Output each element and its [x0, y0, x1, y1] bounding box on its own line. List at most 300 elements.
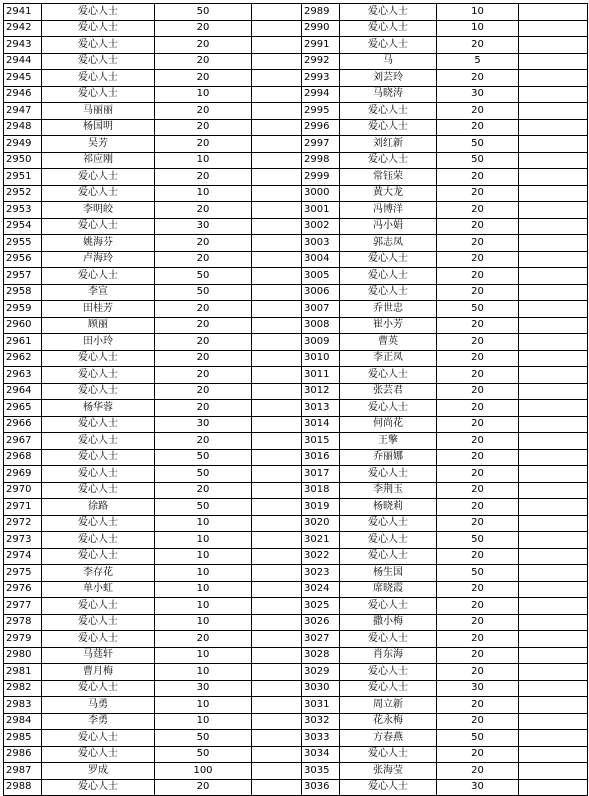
right-amount-cell: 20	[437, 482, 519, 499]
left-note-cell	[252, 119, 302, 136]
right-donor-name-cell: 爱心人士	[340, 251, 437, 268]
left-donor-name-cell: 李明皎	[42, 202, 155, 219]
right-donor-name-cell: 爱心人士	[340, 103, 437, 120]
right-note-cell	[519, 713, 588, 730]
right-note-cell	[519, 532, 588, 549]
right-serial-cell: 3001	[302, 202, 340, 219]
left-note-cell	[252, 268, 302, 285]
left-donor-name-cell: 杨华蓉	[42, 400, 155, 417]
table-row	[4, 235, 588, 252]
right-note-cell	[519, 235, 588, 252]
right-amount-cell: 50	[437, 301, 519, 318]
left-serial-cell: 2945	[4, 70, 42, 87]
left-amount-cell: 50	[155, 449, 252, 466]
right-amount-cell: 20	[437, 598, 519, 615]
left-note-cell	[252, 631, 302, 648]
right-donor-name-cell: 周立新	[340, 697, 437, 714]
left-amount-cell: 20	[155, 202, 252, 219]
left-amount-cell: 20	[155, 70, 252, 87]
left-serial-cell: 2943	[4, 37, 42, 54]
right-note-cell	[519, 779, 588, 796]
table-row	[4, 284, 588, 301]
table-row	[4, 218, 588, 235]
left-note-cell	[252, 20, 302, 37]
right-donor-name-cell: 刘红新	[340, 136, 437, 153]
right-serial-cell: 3032	[302, 713, 340, 730]
right-note-cell	[519, 449, 588, 466]
left-donor-name-cell: 爱心人士	[42, 4, 155, 21]
right-note-cell	[519, 251, 588, 268]
right-serial-cell: 3000	[302, 185, 340, 202]
left-amount-cell: 20	[155, 103, 252, 120]
right-donor-name-cell: 乔世忠	[340, 301, 437, 318]
left-donor-name-cell: 爱心人士	[42, 383, 155, 400]
left-serial-cell: 2975	[4, 565, 42, 582]
right-donor-name-cell: 郭志凤	[340, 235, 437, 252]
left-amount-cell: 20	[155, 334, 252, 351]
right-serial-cell: 2989	[302, 4, 340, 21]
right-amount-cell: 20	[437, 416, 519, 433]
right-note-cell	[519, 499, 588, 516]
table-row	[4, 70, 588, 87]
table-row	[4, 334, 588, 351]
right-donor-name-cell: 王擎	[340, 433, 437, 450]
left-amount-cell: 10	[155, 664, 252, 681]
right-serial-cell: 2996	[302, 119, 340, 136]
left-note-cell	[252, 136, 302, 153]
left-amount-cell: 20	[155, 317, 252, 334]
left-note-cell	[252, 763, 302, 780]
left-serial-cell: 2953	[4, 202, 42, 219]
right-donor-name-cell: 爱心人士	[340, 284, 437, 301]
right-amount-cell: 50	[437, 565, 519, 582]
table-row	[4, 119, 588, 136]
right-note-cell	[519, 53, 588, 70]
right-note-cell	[519, 37, 588, 54]
right-donor-name-cell: 爱心人士	[340, 119, 437, 136]
table-row	[4, 515, 588, 532]
left-donor-name-cell: 马勇	[42, 697, 155, 714]
left-donor-name-cell: 姚海芬	[42, 235, 155, 252]
left-note-cell	[252, 400, 302, 417]
table-row	[4, 152, 588, 169]
right-serial-cell: 3031	[302, 697, 340, 714]
left-serial-cell: 2973	[4, 532, 42, 549]
left-note-cell	[252, 103, 302, 120]
table-row	[4, 713, 588, 730]
left-amount-cell: 10	[155, 86, 252, 103]
table-row	[4, 565, 588, 582]
left-amount-cell: 50	[155, 268, 252, 285]
left-note-cell	[252, 251, 302, 268]
right-amount-cell: 20	[437, 548, 519, 565]
table-row	[4, 383, 588, 400]
left-amount-cell: 50	[155, 730, 252, 747]
right-donor-name-cell: 爱心人士	[340, 664, 437, 681]
right-donor-name-cell: 爱心人士	[340, 746, 437, 763]
left-serial-cell: 2948	[4, 119, 42, 136]
left-amount-cell: 20	[155, 383, 252, 400]
left-donor-name-cell: 李勇	[42, 713, 155, 730]
right-note-cell	[519, 697, 588, 714]
left-amount-cell: 10	[155, 614, 252, 631]
left-serial-cell: 2958	[4, 284, 42, 301]
left-serial-cell: 2981	[4, 664, 42, 681]
right-amount-cell: 20	[437, 746, 519, 763]
left-donor-name-cell: 爱心人士	[42, 730, 155, 747]
left-amount-cell: 20	[155, 235, 252, 252]
table-row	[4, 202, 588, 219]
right-serial-cell: 3035	[302, 763, 340, 780]
right-amount-cell: 50	[437, 152, 519, 169]
left-donor-name-cell: 爱心人士	[42, 268, 155, 285]
left-donor-name-cell: 马莛轩	[42, 647, 155, 664]
left-donor-name-cell: 爱心人士	[42, 548, 155, 565]
right-amount-cell: 20	[437, 103, 519, 120]
left-serial-cell: 2971	[4, 499, 42, 516]
right-serial-cell: 2992	[302, 53, 340, 70]
left-amount-cell: 20	[155, 119, 252, 136]
right-donor-name-cell: 爱心人士	[340, 152, 437, 169]
right-note-cell	[519, 169, 588, 186]
left-note-cell	[252, 169, 302, 186]
right-amount-cell: 20	[437, 614, 519, 631]
left-serial-cell: 2978	[4, 614, 42, 631]
left-serial-cell: 2983	[4, 697, 42, 714]
right-donor-name-cell: 冯博洋	[340, 202, 437, 219]
right-serial-cell: 3021	[302, 532, 340, 549]
right-donor-name-cell: 刘芸玲	[340, 70, 437, 87]
right-amount-cell: 20	[437, 37, 519, 54]
left-note-cell	[252, 647, 302, 664]
right-amount-cell: 20	[437, 383, 519, 400]
left-serial-cell: 2951	[4, 169, 42, 186]
left-serial-cell: 2960	[4, 317, 42, 334]
right-serial-cell: 2994	[302, 86, 340, 103]
left-serial-cell: 2946	[4, 86, 42, 103]
left-amount-cell: 50	[155, 4, 252, 21]
table-row	[4, 251, 588, 268]
left-amount-cell: 100	[155, 763, 252, 780]
right-donor-name-cell: 撒小梅	[340, 614, 437, 631]
left-serial-cell: 2963	[4, 367, 42, 384]
left-amount-cell: 10	[155, 185, 252, 202]
right-donor-name-cell: 爱心人士	[340, 20, 437, 37]
left-serial-cell: 2941	[4, 4, 42, 21]
right-donor-name-cell: 爱心人士	[340, 37, 437, 54]
left-donor-name-cell: 爱心人士	[42, 350, 155, 367]
left-donor-name-cell: 爱心人士	[42, 185, 155, 202]
right-donor-name-cell: 花永梅	[340, 713, 437, 730]
right-donor-name-cell: 爱心人士	[340, 515, 437, 532]
right-note-cell	[519, 680, 588, 697]
right-note-cell	[519, 664, 588, 681]
right-amount-cell: 20	[437, 235, 519, 252]
right-serial-cell: 2990	[302, 20, 340, 37]
left-serial-cell: 2961	[4, 334, 42, 351]
left-serial-cell: 2965	[4, 400, 42, 417]
left-amount-cell: 50	[155, 746, 252, 763]
right-serial-cell: 2997	[302, 136, 340, 153]
left-note-cell	[252, 317, 302, 334]
right-serial-cell: 3016	[302, 449, 340, 466]
right-serial-cell: 3012	[302, 383, 340, 400]
right-donor-name-cell: 爱心人士	[340, 466, 437, 483]
right-donor-name-cell: 崔小芳	[340, 317, 437, 334]
left-note-cell	[252, 730, 302, 747]
right-serial-cell: 3008	[302, 317, 340, 334]
right-note-cell	[519, 763, 588, 780]
left-serial-cell: 2944	[4, 53, 42, 70]
table-row	[4, 680, 588, 697]
table-row	[4, 581, 588, 598]
right-donor-name-cell: 马晓涛	[340, 86, 437, 103]
left-note-cell	[252, 284, 302, 301]
left-note-cell	[252, 70, 302, 87]
table-row	[4, 367, 588, 384]
table-row	[4, 763, 588, 780]
left-serial-cell: 2962	[4, 350, 42, 367]
left-note-cell	[252, 598, 302, 615]
donation-list-sheet	[3, 3, 587, 793]
left-note-cell	[252, 565, 302, 582]
left-donor-name-cell: 曹月梅	[42, 664, 155, 681]
left-donor-name-cell: 马丽丽	[42, 103, 155, 120]
left-amount-cell: 30	[155, 416, 252, 433]
left-note-cell	[252, 53, 302, 70]
right-note-cell	[519, 202, 588, 219]
right-serial-cell: 3036	[302, 779, 340, 796]
right-serial-cell: 3028	[302, 647, 340, 664]
left-donor-name-cell: 单小虹	[42, 581, 155, 598]
left-donor-name-cell: 爱心人士	[42, 218, 155, 235]
right-amount-cell: 20	[437, 697, 519, 714]
right-serial-cell: 3015	[302, 433, 340, 450]
left-donor-name-cell: 爱心人士	[42, 416, 155, 433]
right-serial-cell: 3022	[302, 548, 340, 565]
table-row	[4, 664, 588, 681]
right-donor-name-cell: 张芸君	[340, 383, 437, 400]
right-serial-cell: 3034	[302, 746, 340, 763]
right-donor-name-cell: 爱心人士	[340, 779, 437, 796]
left-donor-name-cell: 爱心人士	[42, 20, 155, 37]
table-row	[4, 614, 588, 631]
right-serial-cell: 3019	[302, 499, 340, 516]
table-row	[4, 598, 588, 615]
table-row	[4, 4, 588, 21]
right-donor-name-cell: 席晓霞	[340, 581, 437, 598]
left-note-cell	[252, 532, 302, 549]
right-amount-cell: 50	[437, 532, 519, 549]
left-amount-cell: 10	[155, 532, 252, 549]
right-donor-name-cell: 爱心人士	[340, 598, 437, 615]
right-donor-name-cell: 爱心人士	[340, 268, 437, 285]
right-amount-cell: 20	[437, 317, 519, 334]
right-amount-cell: 20	[437, 449, 519, 466]
right-amount-cell: 20	[437, 70, 519, 87]
right-note-cell	[519, 433, 588, 450]
left-amount-cell: 30	[155, 218, 252, 235]
right-note-cell	[519, 482, 588, 499]
left-note-cell	[252, 350, 302, 367]
right-donor-name-cell: 冯小娟	[340, 218, 437, 235]
right-donor-name-cell: 肖东海	[340, 647, 437, 664]
table-row	[4, 268, 588, 285]
left-note-cell	[252, 152, 302, 169]
table-row	[4, 20, 588, 37]
right-serial-cell: 3014	[302, 416, 340, 433]
right-serial-cell: 3007	[302, 301, 340, 318]
left-donor-name-cell: 罗成	[42, 763, 155, 780]
left-donor-name-cell: 爱心人士	[42, 482, 155, 499]
left-note-cell	[252, 185, 302, 202]
table-row	[4, 136, 588, 153]
right-amount-cell: 50	[437, 136, 519, 153]
right-note-cell	[519, 119, 588, 136]
left-amount-cell: 20	[155, 400, 252, 417]
left-donor-name-cell: 爱心人士	[42, 746, 155, 763]
left-donor-name-cell: 爱心人士	[42, 70, 155, 87]
right-amount-cell: 20	[437, 499, 519, 516]
left-amount-cell: 50	[155, 466, 252, 483]
left-amount-cell: 10	[155, 647, 252, 664]
right-donor-name-cell: 杨晓莉	[340, 499, 437, 516]
left-donor-name-cell: 爱心人士	[42, 466, 155, 483]
right-note-cell	[519, 647, 588, 664]
left-serial-cell: 2984	[4, 713, 42, 730]
right-donor-name-cell: 乔丽娜	[340, 449, 437, 466]
donation-table	[3, 3, 588, 796]
right-donor-name-cell: 爱心人士	[340, 532, 437, 549]
right-note-cell	[519, 548, 588, 565]
right-donor-name-cell: 曹英	[340, 334, 437, 351]
left-amount-cell: 20	[155, 482, 252, 499]
left-donor-name-cell: 田小玲	[42, 334, 155, 351]
left-note-cell	[252, 301, 302, 318]
left-serial-cell: 2957	[4, 268, 42, 285]
left-amount-cell: 20	[155, 251, 252, 268]
left-note-cell	[252, 581, 302, 598]
right-donor-name-cell: 常钰荣	[340, 169, 437, 186]
left-amount-cell: 20	[155, 169, 252, 186]
left-serial-cell: 2976	[4, 581, 42, 598]
right-serial-cell: 2998	[302, 152, 340, 169]
left-donor-name-cell: 爱心人士	[42, 680, 155, 697]
left-amount-cell: 20	[155, 301, 252, 318]
table-row	[4, 37, 588, 54]
left-note-cell	[252, 713, 302, 730]
right-amount-cell: 20	[437, 647, 519, 664]
right-note-cell	[519, 86, 588, 103]
left-note-cell	[252, 680, 302, 697]
right-serial-cell: 3006	[302, 284, 340, 301]
left-serial-cell: 2942	[4, 20, 42, 37]
right-donor-name-cell: 李荆玉	[340, 482, 437, 499]
right-amount-cell: 30	[437, 779, 519, 796]
left-donor-name-cell: 爱心人士	[42, 37, 155, 54]
left-serial-cell: 2986	[4, 746, 42, 763]
left-serial-cell: 2964	[4, 383, 42, 400]
right-amount-cell: 20	[437, 433, 519, 450]
left-amount-cell: 10	[155, 515, 252, 532]
left-donor-name-cell: 顾丽	[42, 317, 155, 334]
right-serial-cell: 3026	[302, 614, 340, 631]
right-note-cell	[519, 416, 588, 433]
left-donor-name-cell: 卢海玲	[42, 251, 155, 268]
table-row	[4, 400, 588, 417]
left-donor-name-cell: 徐路	[42, 499, 155, 516]
left-donor-name-cell: 爱心人士	[42, 598, 155, 615]
left-amount-cell: 10	[155, 581, 252, 598]
right-donor-name-cell: 爱心人士	[340, 680, 437, 697]
left-note-cell	[252, 614, 302, 631]
right-amount-cell: 30	[437, 86, 519, 103]
left-amount-cell: 20	[155, 20, 252, 37]
left-donor-name-cell: 爱心人士	[42, 169, 155, 186]
right-note-cell	[519, 367, 588, 384]
right-note-cell	[519, 20, 588, 37]
right-note-cell	[519, 383, 588, 400]
right-amount-cell: 30	[437, 680, 519, 697]
left-donor-name-cell: 吴芳	[42, 136, 155, 153]
right-serial-cell: 3013	[302, 400, 340, 417]
right-donor-name-cell: 爱心人士	[340, 400, 437, 417]
right-note-cell	[519, 268, 588, 285]
right-donor-name-cell: 张海莹	[340, 763, 437, 780]
table-row	[4, 433, 588, 450]
left-donor-name-cell: 爱心人士	[42, 515, 155, 532]
left-note-cell	[252, 235, 302, 252]
right-serial-cell: 3005	[302, 268, 340, 285]
right-serial-cell: 3023	[302, 565, 340, 582]
right-serial-cell: 2995	[302, 103, 340, 120]
right-donor-name-cell: 何尚花	[340, 416, 437, 433]
left-amount-cell: 10	[155, 548, 252, 565]
left-note-cell	[252, 367, 302, 384]
table-row	[4, 631, 588, 648]
left-note-cell	[252, 746, 302, 763]
left-note-cell	[252, 779, 302, 796]
table-row	[4, 548, 588, 565]
left-donor-name-cell: 爱心人士	[42, 53, 155, 70]
table-row	[4, 697, 588, 714]
right-amount-cell: 20	[437, 169, 519, 186]
right-note-cell	[519, 136, 588, 153]
right-serial-cell: 3002	[302, 218, 340, 235]
table-row	[4, 103, 588, 120]
right-note-cell	[519, 152, 588, 169]
left-serial-cell: 2979	[4, 631, 42, 648]
left-serial-cell: 2954	[4, 218, 42, 235]
right-amount-cell: 20	[437, 515, 519, 532]
left-serial-cell: 2969	[4, 466, 42, 483]
table-row	[4, 482, 588, 499]
table-row	[4, 466, 588, 483]
left-amount-cell: 20	[155, 433, 252, 450]
left-donor-name-cell: 杨国明	[42, 119, 155, 136]
table-row	[4, 185, 588, 202]
right-amount-cell: 20	[437, 202, 519, 219]
right-donor-name-cell: 方春燕	[340, 730, 437, 747]
right-serial-cell: 3029	[302, 664, 340, 681]
right-serial-cell: 3030	[302, 680, 340, 697]
left-serial-cell: 2966	[4, 416, 42, 433]
right-amount-cell: 20	[437, 119, 519, 136]
right-serial-cell: 3033	[302, 730, 340, 747]
right-serial-cell: 3027	[302, 631, 340, 648]
right-note-cell	[519, 70, 588, 87]
left-serial-cell: 2956	[4, 251, 42, 268]
